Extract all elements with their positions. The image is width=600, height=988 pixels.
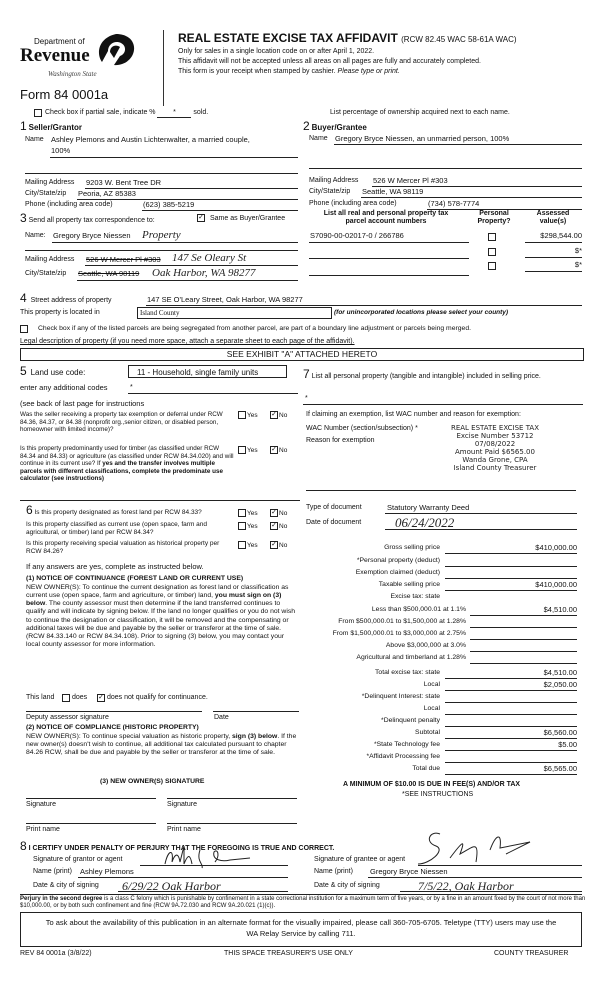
rule [78, 877, 288, 878]
segregated-label: Check box if any of the listed parcels are being segregated from another parcel, are part of a boundary line adjustment or parcels being merged. [38, 325, 471, 332]
no-label: No [279, 412, 288, 419]
buyer-city-label: City/State/zip [309, 188, 351, 195]
grantor-name[interactable]: Ashley Plemons [80, 867, 134, 876]
divider [20, 894, 582, 895]
treasurer-use-label: THIS SPACE TREASURER'S USE ONLY [224, 950, 353, 957]
tax-row-label: Total due [412, 765, 440, 772]
corr-city-handwritten: Oak Harbor, WA 98277 [152, 267, 256, 279]
personal-property-checkbox[interactable] [488, 248, 496, 256]
buyer-mail[interactable]: 526 W Mercer Pl #303 [373, 176, 448, 185]
tax-row-value[interactable]: $4,510.00 [543, 605, 577, 614]
grantee-name[interactable]: Gregory Bryce Niessen [370, 867, 448, 876]
grantee-signature-label: Signature of grantee or agent [314, 856, 406, 863]
rule [445, 726, 577, 727]
forest-question: 6 Is this property designated as forest land per RCW 84.33? [26, 503, 202, 517]
corr-name-label: Name: [25, 232, 46, 239]
street-address[interactable]: 147 SE O'Leary Street, Oak Harbor, WA 98277 [147, 295, 303, 304]
seller-phone-label: Phone (including area code) [25, 201, 113, 208]
same-as-buyer-checkbox[interactable]: ✓ [198, 214, 204, 221]
correspondence-heading: 3 Send all property tax correspondence to: [20, 211, 155, 225]
rule [470, 615, 577, 616]
wac-label: WAC Number (section/subsection) * [306, 425, 418, 432]
corr-mail[interactable]: 526 W Mercer Pl #303 [86, 255, 161, 264]
rule [368, 877, 582, 878]
timber-question: Is this property predominantly used for timber (as classified under RCW 84.34 and 84.33) or agriculture (as classified under RCW 84.34.020) and will continue in its current use? If yes and the transfer involves multiple parcels with different classifications, complete the predominate use calculator (see instructions) [20, 445, 234, 483]
buyer-name-label: Name [309, 135, 328, 142]
tax-row-value[interactable]: $2,050.00 [543, 680, 577, 689]
date-city-label: Date & city of signing [314, 882, 380, 889]
rule [525, 257, 582, 258]
rule [26, 823, 156, 824]
current-use-question: Is this property classified as current use (open space, farm and agricultural, or timber) land per RCW 84.34? [26, 521, 208, 536]
this-land-label: This land [26, 694, 55, 701]
rule [26, 798, 156, 799]
yes-label: Yes [247, 447, 258, 454]
header-divider [163, 30, 164, 106]
stamp-line: Amount Paid $6565.00 [455, 448, 535, 457]
rule [167, 798, 297, 799]
s6q2-no-checkbox[interactable]: ✓ [271, 522, 277, 529]
certify-statement: 8 I CERTIFY UNDER PENALTY OF PERJURY THAT THE FOREGOING IS TRUE AND CORRECT. [20, 839, 335, 853]
county-note: (for unincorporated locations please select your county) [334, 309, 509, 316]
street-label: 4 Street address of property [20, 291, 112, 305]
segregated-checkbox[interactable] [20, 325, 28, 333]
partial-sale-percent[interactable]: * [157, 109, 191, 118]
seller-name[interactable]: Ashley Plemons and Austin Lichtenwalter, a married couple, [51, 135, 250, 144]
rule [445, 762, 577, 763]
tax-row-value[interactable]: $6,560.00 [543, 728, 577, 737]
rule [470, 627, 577, 628]
s6q3-no-checkbox[interactable]: ✓ [271, 541, 277, 548]
additional-codes[interactable]: * [130, 384, 133, 391]
rule [52, 242, 298, 243]
grantee-signature[interactable] [410, 828, 540, 870]
tax-row-value[interactable]: $6,565.00 [543, 764, 577, 773]
tax-row-value[interactable]: $410,000.00 [535, 543, 577, 552]
q2-yes-checkbox[interactable] [238, 446, 246, 454]
buyer-name[interactable]: Gregory Bryce Niessen, an unmarried person, 100% [335, 134, 510, 143]
rule [361, 197, 582, 198]
corr-name[interactable]: Gregory Bryce Niessen [53, 231, 131, 240]
rule [167, 823, 297, 824]
seller-phone[interactable]: (623) 385-5219 [143, 200, 195, 209]
revision-label: REV 84 0001a (3/8/22) [20, 950, 92, 957]
tax-row-label: *Delinquent penalty [381, 717, 440, 724]
no-label: No [279, 447, 288, 454]
rule [445, 702, 577, 703]
rule [385, 513, 577, 514]
rule [77, 280, 298, 281]
yes-label: Yes [247, 510, 258, 517]
rule [213, 711, 299, 712]
tax-row-label: From $1,500,000.01 to $3,000,000 at 2.75% [332, 630, 466, 637]
rule [400, 891, 582, 892]
stamp-line: 07/08/2022 [474, 440, 516, 449]
logo-state: Washington State [48, 70, 97, 78]
owner-signature-label[interactable]: Signature [167, 801, 197, 808]
seller-name-line2[interactable]: 100% [51, 146, 71, 155]
name-print-label: Name (print) [314, 868, 353, 875]
rule [445, 566, 577, 567]
rule [385, 529, 577, 530]
tax-row-label: Taxable selling price [378, 581, 440, 588]
rule [309, 258, 469, 259]
personal-property-list[interactable]: * [305, 395, 308, 402]
buyer-city[interactable]: Seattle, WA 98119 [362, 187, 424, 196]
does-not-label: does not qualify for continuance. [107, 694, 208, 701]
assessed-value[interactable]: $* [574, 260, 582, 269]
rule [146, 305, 582, 306]
rule [525, 242, 582, 243]
seller-mail[interactable]: 9203 W. Bent Tree DR [86, 178, 162, 187]
doc-type-label: Type of document [306, 504, 362, 511]
corr-city-label: City/State/zip [25, 270, 67, 277]
rule [128, 393, 298, 394]
rule [445, 690, 577, 691]
tax-row-value[interactable]: $410,000.00 [535, 580, 577, 589]
tax-row-label: *Affidavit Processing fee [366, 753, 440, 760]
partial-sale-checkbox[interactable] [34, 109, 42, 117]
same-as-buyer-label: Same as Buyer/Grantee [210, 215, 286, 222]
q1-no-checkbox[interactable]: ✓ [271, 411, 277, 418]
buyer-phone[interactable]: (734) 578-7774 [428, 199, 480, 208]
tax-row-value[interactable]: $5.00 [558, 740, 577, 749]
owner-print-name-label[interactable]: Print name [167, 826, 201, 833]
notice-continuance-text: NEW OWNER(S): To continue the current designation as forest land or classification as current use (open space, farm and agriculture, or timber) land, you must sign on (3) below. The county assessor must then determine if the land transferred continues to qualify and will indicate by signing below. If the land no longer qualifies or you do not wish to continue the designation or classification, it will be removed and the compensating or additional taxes will be due and payable by the seller or transferor at the time of sale. (RCW 84.33.140 or RCW 84.34.108). Prior to signing (3) below, you may contact your local county assessor for more information. [26, 584, 296, 649]
name-print-label: Name (print) [33, 868, 72, 875]
rule [140, 865, 288, 866]
corr-mail-label: Mailing Address [25, 256, 75, 263]
notice-compliance-text: NEW OWNER(S): To continue special valuation as historic property, sign (3) below. If the new owner(s) doesn't wish to continue, all additional tax calculated pursuant to chapter 84.26 RCW, shall be due and payable by the seller or transferor at the time of sale. [26, 733, 297, 757]
owner-print-name-label[interactable]: Print name [26, 826, 60, 833]
doc-date[interactable]: 06/24/2022 [395, 515, 455, 530]
rule [306, 490, 576, 491]
rule [20, 500, 300, 501]
county-treasurer-label: COUNTY TREASURER [494, 950, 569, 957]
buyer-phone-label: Phone (including area code) [309, 200, 397, 207]
new-owner-signature-title: (3) NEW OWNER(S) SIGNATURE [100, 778, 205, 785]
s6q1-yes-checkbox[interactable] [238, 509, 246, 517]
rule [309, 242, 469, 243]
form-number: Form 84 0001a [20, 87, 109, 102]
does-checkbox[interactable] [62, 694, 70, 702]
does-not-checkbox[interactable]: ✓ [98, 694, 104, 701]
seller-name-label: Name [25, 136, 44, 143]
accessibility-box [20, 912, 582, 947]
tax-row-label: *Delinquent Interest: state [361, 693, 440, 700]
rule [303, 404, 583, 405]
tax-row-label: Less than $500,000.01 at 1.1% [371, 606, 466, 613]
rule [445, 590, 577, 591]
if-yes-note: If any answers are yes, complete as instructed below. [26, 562, 204, 571]
rule [445, 553, 577, 554]
date-city-label: Date & city of signing [33, 882, 99, 889]
no-label: No [279, 510, 288, 517]
county-value: Island County [140, 309, 180, 317]
seller-mail-label: Mailing Address [25, 179, 75, 186]
partial-sale-row: Check box if partial sale, indicate % * sold. [45, 109, 208, 118]
see-instructions: *SEE INSTRUCTIONS [402, 791, 474, 798]
land-use-label: 5 Land use code: [20, 364, 86, 378]
tax-row-label: Exemption claimed (deduct) [355, 569, 440, 576]
land-use-code-select[interactable]: 11 - Household, single family units [128, 365, 287, 378]
additional-codes-label: enter any additional codes [20, 383, 108, 392]
doc-type[interactable]: Statutory Warranty Deed [387, 503, 470, 512]
rule [142, 210, 298, 211]
rule [309, 168, 582, 169]
doc-date-label: Date of document [306, 519, 362, 526]
stamp-line: Island County Treasurer [453, 464, 537, 473]
parcel-number[interactable]: S7090-00-02017-0 / 266786 [310, 231, 404, 240]
tax-row-label: Above $3,000,000 at 3.0% [385, 642, 466, 649]
personal-property-header: Personal Property? [477, 210, 511, 226]
q2-no-checkbox[interactable]: ✓ [271, 446, 277, 453]
rule [85, 265, 298, 266]
reason-label: Reason for exemption [306, 437, 375, 444]
yes-label: Yes [247, 542, 258, 549]
tax-row-label: Total excise tax: state [375, 669, 440, 676]
tax-row-label: *State Technology fee [373, 741, 440, 748]
accessibility-note: To ask about the availability of this publication in an alternate format for the visually impaired, please call 360-705-6705. Teletype (TTY) users may use the WA Relay Service by calling 711. [45, 918, 557, 939]
s6q3-yes-checkbox[interactable] [238, 541, 246, 549]
exemption-question: Was the seller receiving a property tax exemption or deferral under RCW 84.36, 84.37, or 84.38 (nonprofit org.,senior citizen, or disabled person, homeowner with limited income)? [20, 411, 223, 434]
logo-mark-icon [96, 32, 136, 68]
exemption-label: If claiming an exemption, list WAC number and reason for exemption: [306, 411, 521, 418]
deputy-date-label: Date [214, 714, 229, 721]
deputy-signature-label: Deputy assessor signature [26, 714, 109, 721]
logo-dept: Department of [34, 37, 85, 46]
rule [445, 750, 577, 751]
rule [50, 157, 298, 158]
rule [525, 271, 582, 272]
rule [445, 714, 577, 715]
seller-blank-line [25, 173, 298, 174]
rule [418, 865, 582, 866]
s6q2-yes-checkbox[interactable] [238, 522, 246, 530]
rule [445, 738, 577, 739]
rule [118, 891, 288, 892]
tax-row-label: Gross selling price [384, 544, 440, 551]
no-label: No [279, 523, 288, 530]
rule [445, 578, 577, 579]
corr-city[interactable]: Seattle, WA 98119 [78, 269, 140, 278]
legal-label: Legal description of property (if you need more space, attach a separate sheet to each page of the affidavit). [20, 338, 355, 345]
header-line: This form is your receipt when stamped by cashier. Please type or print. [178, 68, 400, 75]
rule [470, 651, 577, 652]
seller-city[interactable]: Peoria, AZ 85383 [78, 189, 136, 198]
grantor-date-city[interactable]: 6/29/22 Oak Harbor [122, 879, 221, 893]
form-title: REAL ESTATE EXCISE TAX AFFIDAVIT (RCW 82.45 WAC 58-61A WAC) [178, 31, 517, 45]
q1-yes-checkbox[interactable] [238, 411, 246, 419]
ownership-note: List percentage of ownership acquired next to each name. [330, 109, 510, 116]
rule [309, 275, 469, 276]
rule [445, 678, 577, 679]
corr-mail-handwritten: 147 Se Oleary St [172, 252, 247, 264]
assessed-value[interactable]: $298,544.00 [540, 231, 582, 240]
seller-heading: 1 Seller/Grantor [20, 119, 82, 133]
parcels-header: List all real and personal property tax parcel account numbers [323, 210, 449, 226]
tax-row-label: Excise tax: state [390, 593, 440, 600]
rule [445, 774, 577, 775]
tax-row-label: From $500,000.01 to $1,500,000 at 1.28% [338, 618, 466, 625]
notice-continuance-title: (1) NOTICE OF CONTINUANCE (FOREST LAND OR CURRENT USE) [26, 575, 244, 582]
logo-name: Revenue [20, 45, 90, 66]
located-label: This property is located in [20, 309, 100, 316]
legal-description[interactable]: SEE EXHIBIT "A" ATTACHED HERETO [20, 348, 584, 361]
rule [26, 711, 202, 712]
assessed-value[interactable]: $* [574, 246, 582, 255]
personal-property-checkbox[interactable] [488, 262, 496, 270]
rule [470, 639, 577, 640]
does-label: does [72, 694, 88, 701]
no-label: No [279, 542, 288, 549]
buyer-heading: 2 Buyer/Grantee [303, 119, 367, 133]
tax-row-label: Agricultural and timberland at 1.28% [356, 654, 466, 661]
tax-row-label: *Personal property (deduct) [356, 557, 440, 564]
rule [470, 663, 577, 664]
stamp-line: Excise Number 53712 [456, 432, 534, 441]
stamp-line: REAL ESTATE EXCISE TAX [450, 424, 540, 432]
yes-label: Yes [247, 412, 258, 419]
tax-row-label: Subtotal [415, 729, 440, 736]
perjury-note: Perjury in the second degree is a class C felony which is punishable by confinement in a state correctional institution for a maximum term of five years, or by a fine in an amount fixed by the court of not more than $10,000.00, or by both such confinement and fine (RCW 9A.72.030 and RCW 9A.20.021 (1)(c)). [20, 896, 586, 910]
seller-city-label: City/State/zip [25, 190, 67, 197]
rule [334, 144, 582, 145]
yes-label: Yes [247, 523, 258, 530]
owner-signature-label[interactable]: Signature [26, 801, 56, 808]
see-back-note: (see back of last page for instructions [20, 399, 145, 408]
tax-row-value[interactable]: $4,510.00 [543, 668, 577, 677]
assessed-header: Assessed value(s) [536, 210, 570, 226]
treasurer-stamp [430, 424, 560, 472]
historic-question: Is this property receiving special valuation as historical property per RCW 84.26? [26, 540, 220, 555]
buyer-mail-label: Mailing Address [309, 177, 359, 184]
personal-property-checkbox[interactable] [488, 233, 496, 241]
s6q1-no-checkbox[interactable]: ✓ [271, 509, 277, 516]
county-select[interactable] [137, 307, 332, 319]
rule [25, 250, 298, 251]
header-line: Only for sales in a single location code on or after April 1, 2022. [178, 48, 375, 55]
grantor-signature-label: Signature of grantor or agent [33, 856, 123, 863]
minimum-note: A MINIMUM OF $10.00 IS DUE IN FEE(S) AND/OR TAX [343, 781, 521, 788]
tax-row-label: Local [423, 681, 440, 688]
corr-name-handwritten: Property [142, 229, 181, 241]
stamp-line: Wanda Grone, CPA [462, 456, 528, 465]
grantee-date-city[interactable]: 7/5/22, Oak Harbor [418, 879, 514, 893]
tax-row-label: Local [423, 705, 440, 712]
personal-property-list-label: 7 List all personal property (tangible and intangible) included in selling price. [303, 367, 541, 381]
notice-compliance-title: (2) NOTICE OF COMPLIANCE (HISTORIC PROPERTY) [26, 724, 199, 731]
header-line: This affidavit will not be accepted unless all areas on all pages are fully and accurately completed. [178, 58, 481, 65]
